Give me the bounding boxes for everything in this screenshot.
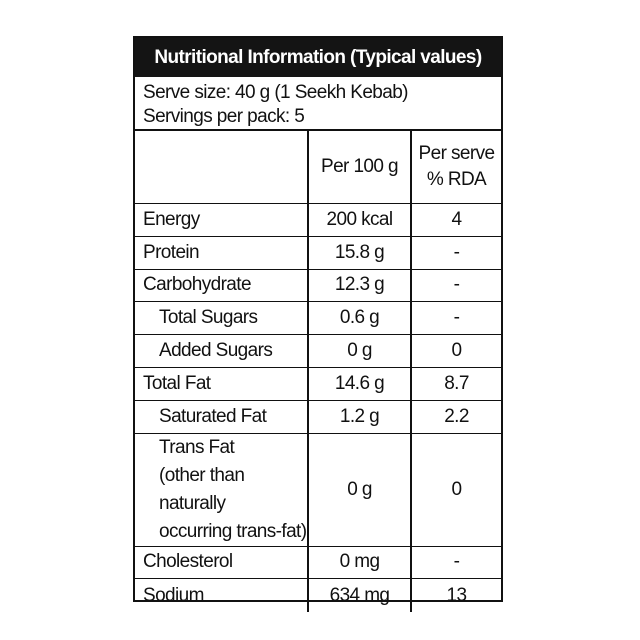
table-row xyxy=(135,433,501,546)
row-name: Total Fat xyxy=(135,367,308,400)
header-per-serve-line2: % RDA xyxy=(426,169,487,190)
row-per100: 0 g xyxy=(308,335,411,368)
row-name: Carbohydrate xyxy=(135,269,308,302)
row-rda: 13 xyxy=(411,579,501,612)
row-per100: 200 kcal xyxy=(308,204,411,237)
header-nutrient xyxy=(135,130,308,204)
row-rda: 0 xyxy=(411,433,501,546)
row-per100: 12.3 g xyxy=(308,269,411,302)
table-header-row xyxy=(135,130,501,204)
label-title: Nutritional Information (Typical values) xyxy=(135,38,501,77)
nutrition-label xyxy=(133,36,503,606)
table-row xyxy=(135,400,501,433)
row-name: Protein xyxy=(135,236,308,269)
table-row xyxy=(135,236,501,269)
header-per-serve-line1: Per serve xyxy=(418,143,495,164)
row-name: Total Sugars xyxy=(135,302,308,335)
row-name-line2: (other than naturally xyxy=(159,464,245,514)
row-rda: - xyxy=(411,546,501,579)
table-row xyxy=(135,302,501,335)
row-name: Sodium xyxy=(135,579,308,612)
table-row xyxy=(135,546,501,579)
nutrition-table xyxy=(135,129,501,612)
table-row xyxy=(135,335,501,368)
row-rda: 4 xyxy=(411,204,501,237)
row-per100: 14.6 g xyxy=(308,367,411,400)
row-per100: 1.2 g xyxy=(308,400,411,433)
row-per100: 0.6 g xyxy=(308,302,411,335)
serving-info xyxy=(135,77,501,129)
row-name-line1: Trans Fat xyxy=(159,436,235,458)
row-per100: 0 mg xyxy=(308,546,411,579)
serve-size: Serve size: 40 g (1 Seekh Kebab) xyxy=(143,82,408,103)
row-name xyxy=(135,433,308,546)
row-name: Cholesterol xyxy=(135,546,308,579)
row-name-line3: occurring trans-fat) xyxy=(159,520,307,542)
row-name: Energy xyxy=(135,204,308,237)
row-rda: 0 xyxy=(411,335,501,368)
servings-per-pack: Servings per pack: 5 xyxy=(143,106,305,127)
row-per100: 0 g xyxy=(308,433,411,546)
row-rda: - xyxy=(411,236,501,269)
row-name: Added Sugars xyxy=(135,335,308,368)
header-per-serve xyxy=(411,130,501,204)
table-row xyxy=(135,579,501,612)
row-rda: 2.2 xyxy=(411,400,501,433)
table-row xyxy=(135,367,501,400)
row-per100: 634 mg xyxy=(308,579,411,612)
row-name: Saturated Fat xyxy=(135,400,308,433)
header-per-100g: Per 100 g xyxy=(308,130,411,204)
row-rda: - xyxy=(411,302,501,335)
table-row xyxy=(135,204,501,237)
row-rda: 8.7 xyxy=(411,367,501,400)
table-row xyxy=(135,269,501,302)
row-rda: - xyxy=(411,269,501,302)
row-per100: 15.8 g xyxy=(308,236,411,269)
